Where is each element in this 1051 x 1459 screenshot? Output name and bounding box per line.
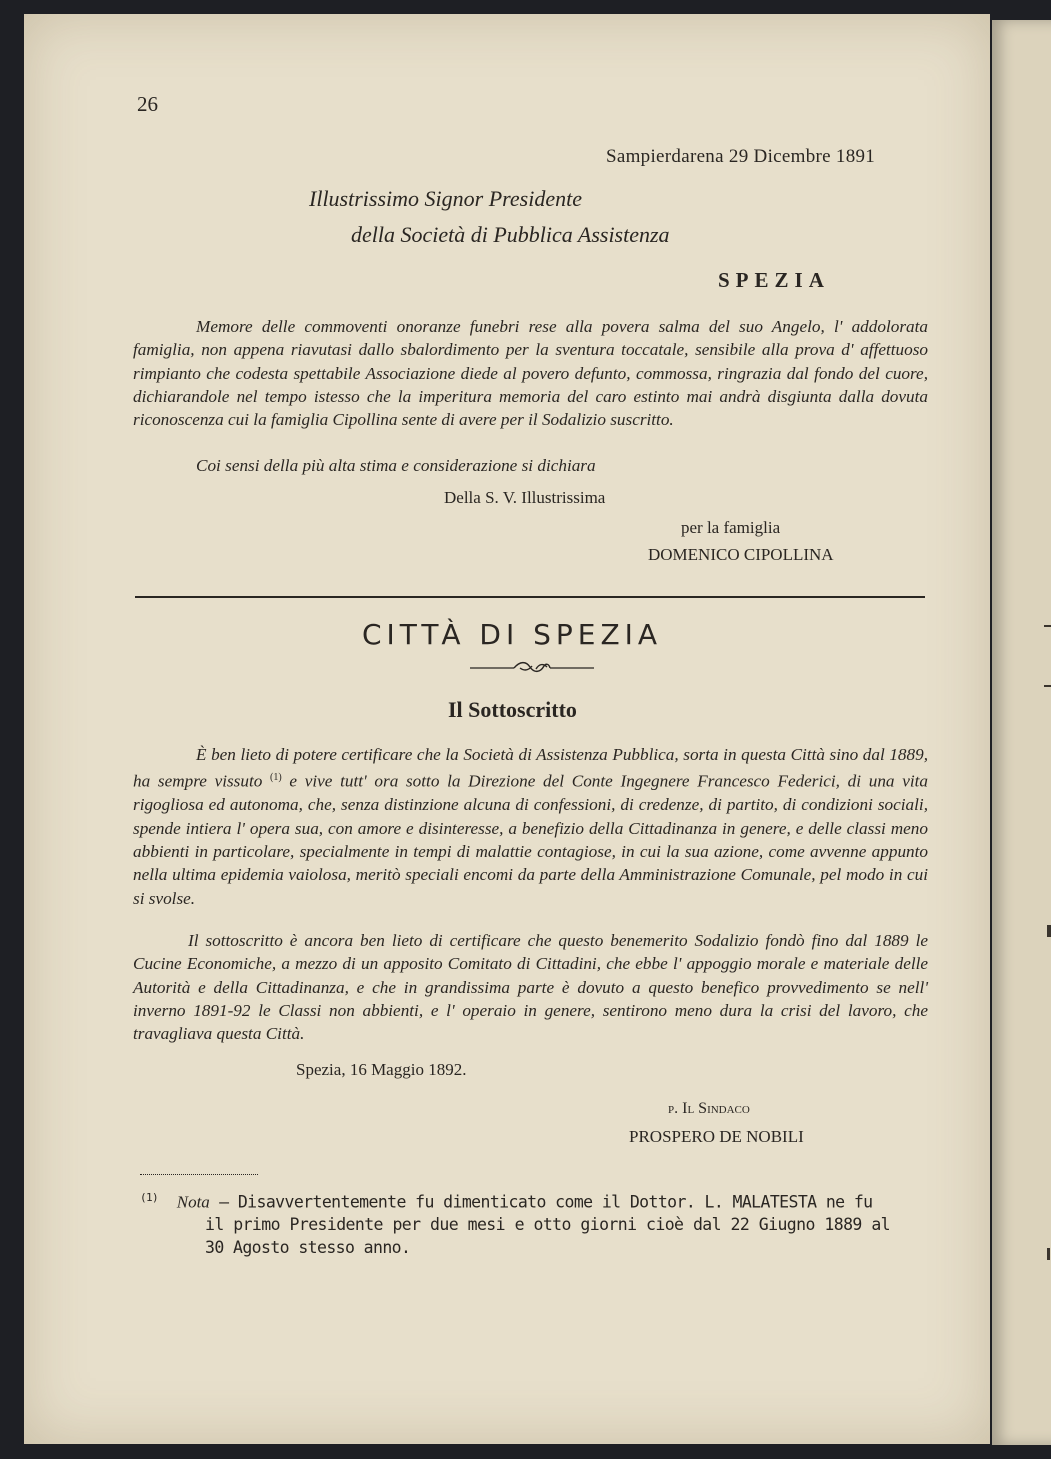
certificate-paragraph-1: È ben lieto di potere certificare che la Società di Assistenza Pubblica, sorta in questa Città sino dal 1889, ha sempre vissuto $^{(1)}$ e vive tutt' ora sotto la Direzione del Conte Ingegnere Francesco Federici, di una vita rigogliosa ed autonoma, che, senza distinzione alcuna di confessioni, di credenze, di partito, di condizioni sociali, spende intiera l' opera sua, con amore e disinteresse, a benefizio della Cittadinanza in genere, e delle classi meno abbienti in particolare, specialmente in tempi di malattie contagiose, in cui la sua azione, come avvenne appunto nella ultima epidemia vaiolosa, meritò speciali encomi da parte della Amministrazione Comunale, pel modo in cui si svolse. xyxy=(133,745,928,908)
page-number: 26 xyxy=(137,92,158,116)
letter-city: SPEZIA xyxy=(718,268,830,292)
letter-body: Memore delle commoventi onoranze funebri rese alla povera salma del suo Angelo, l' addolorata famiglia, non appena riavutasi dallo sbalordimento per la sventura toccatale, sensibile alla prova d' affettuoso rimpianto che codesta spettabile Associazione diede al povero defunto, commossa, ringrazia dal fondo del cuore, dichiarandole nel tempo istesso che la imperitura memoria del caro estinto mai andrà disgiunta dalla dovuta riconoscenza cui la famiglia Cipollina sente di avere per il Sodalizio suscritto. xyxy=(133,317,928,430)
mayor-name: PROSPERO DE NOBILI xyxy=(629,1127,804,1146)
footnote-marker: (1) xyxy=(140,1191,159,1204)
letter-date: Sampierdarena 29 Dicembre 1891 xyxy=(606,146,876,167)
footnote-label: Nota xyxy=(176,1192,210,1212)
certificate-title: CITTÀ DI SPEZIA xyxy=(362,618,663,651)
footnote-separator xyxy=(140,1174,258,1175)
adjacent-page-edge xyxy=(992,20,1051,1445)
ornament-flourish xyxy=(470,660,594,674)
footnote-text-line1: — Disavvertentemente fu dimenticato come il Dottor. L. MALATESTA ne fu xyxy=(209,1192,873,1212)
letter-sign-per: per la famiglia xyxy=(681,518,781,537)
certificate-heading: Il Sottoscritto xyxy=(448,697,577,722)
letter-closing: Coi sensi della più alta stima e considerazione si dichiara xyxy=(196,456,596,475)
letter-salutation-line2: della Società di Pubblica Assistenza xyxy=(351,222,670,247)
letter-sign-della: Della S. V. Illustrissima xyxy=(444,488,606,507)
certificate-paragraph-2: Il sottoscritto è ancora ben lieto di certificare che questo benemerito Sodalizio fondò fino dal 1889 le Cucine Economiche, a mezzo di un apposito Comitato di Cittadini, che ebbe l' appoggio morale e materiale delle Autorità e della Cittadinanza, e che in grandissima parte è dovuto a questo benefico provvedimento se nell' inverno 1891-92 le Classi non abbienti, e l' operaio in genere, sentirono meno dura la crisi del lavoro, che travagliava questa Città. xyxy=(133,931,928,1044)
certificate-place-date: Spezia, 16 Maggio 1892. xyxy=(296,1060,467,1079)
section-divider xyxy=(135,596,925,598)
letter-salutation-line1: Illustrissimo Signor Presidente xyxy=(309,186,582,211)
footnote-text-rest: il primo Presidente per due mesi e otto giorni cioè dal 22 Giugno 1889 al 30 Agosto stesso anno. xyxy=(205,1215,890,1257)
footnote-reference: (1) xyxy=(270,772,282,784)
letter-signatory: DOMENICO CIPOLLINA xyxy=(648,545,834,564)
footnote xyxy=(140,1187,890,1259)
mayor-title: p. Il Sindaco xyxy=(668,1100,750,1117)
